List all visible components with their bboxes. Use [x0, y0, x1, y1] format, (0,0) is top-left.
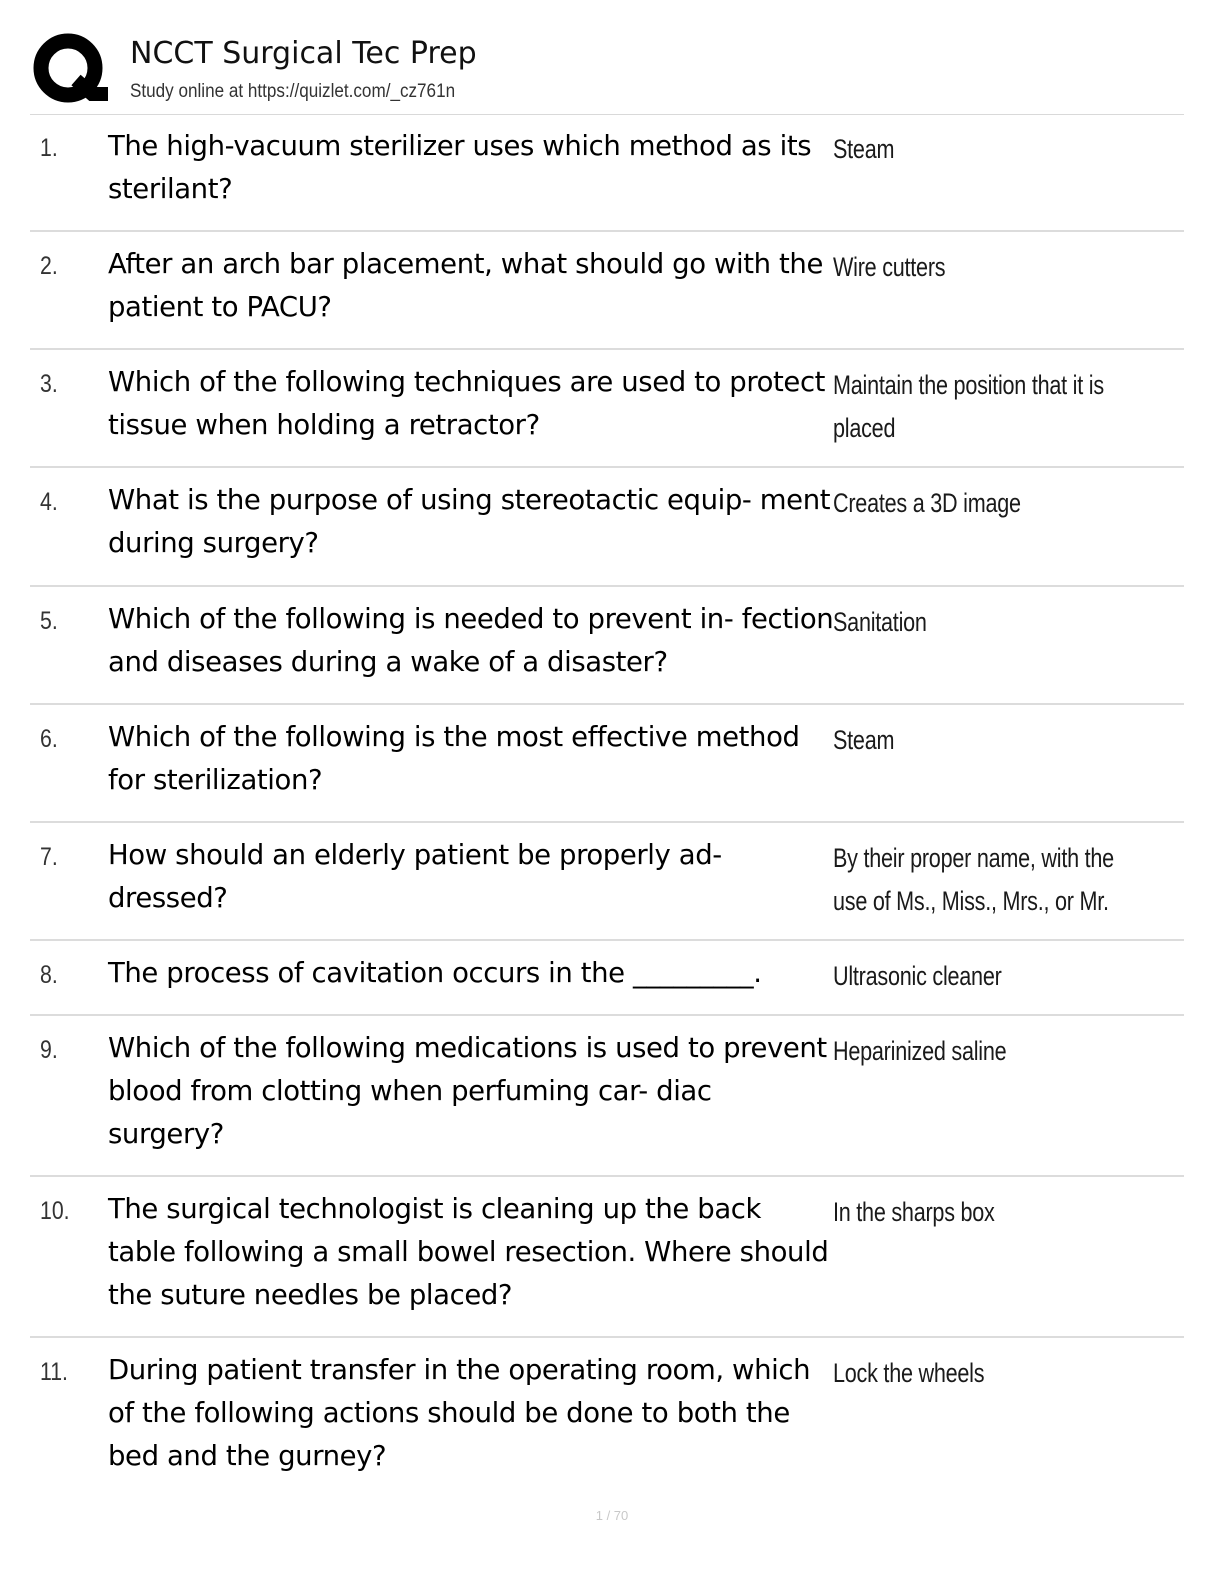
quizlet-q-logo-icon [32, 32, 108, 108]
flashcard [30, 587, 1184, 705]
flashcard [30, 350, 1184, 468]
card-definition: Steam [833, 134, 895, 164]
card-number: 2. [40, 252, 58, 280]
flashcard [30, 232, 1184, 350]
card-definition: In the sharps box [833, 1197, 995, 1227]
flashcard [30, 114, 1184, 232]
card-number: 9. [40, 1036, 58, 1064]
flashcard [30, 823, 1184, 941]
card-number: 11. [40, 1358, 68, 1386]
card-number: 10. [40, 1197, 70, 1225]
card-definition: Steam [833, 725, 895, 755]
flashcard-list [30, 114, 1184, 1498]
card-number: 6. [40, 725, 58, 753]
card-number: 5. [40, 607, 58, 635]
card-term: Which of the following techniques are used to protect tissue when holding a retractor? [108, 366, 826, 441]
flashcard [30, 1016, 1184, 1177]
flashcard [30, 468, 1184, 587]
card-definition: Heparinized saline [833, 1036, 1007, 1066]
card-number: 7. [40, 843, 58, 871]
page-header [30, 28, 1184, 115]
card-term: Which of the following is the most effective method for sterilization? [108, 721, 800, 796]
flashcard [30, 1338, 1184, 1498]
card-definition: Sanitation [833, 607, 927, 637]
card-definition: Ultrasonic cleaner [833, 961, 1002, 991]
card-definition: Creates a 3D image [833, 488, 1021, 518]
set-title: NCCT Surgical Tec Prep [130, 36, 477, 71]
page-number: 1 / 70 [595, 1508, 629, 1523]
study-online-link[interactable]: Study online at https://quizlet.com/_cz761n [130, 81, 456, 102]
card-definition: Wire cutters [833, 252, 946, 282]
card-term: Which of the following medications is used to prevent blood from clotting when perfuming car- diac surgery? [108, 1032, 827, 1150]
card-number: 1. [40, 134, 58, 162]
card-term: After an arch bar placement, what should go with the patient to PACU? [108, 248, 823, 323]
card-term: During patient transfer in the operating room, which of the following actions should be done to both the bed and the gurney? [108, 1354, 811, 1472]
card-definition: Lock the wheels [833, 1358, 985, 1388]
card-term: What is the purpose of using stereotactic equip- ment during surgery? [108, 484, 831, 559]
card-definition: Maintain the position that it is placed [833, 370, 1104, 443]
card-term: The high-vacuum sterilizer uses which method as its sterilant? [108, 130, 812, 205]
card-definition: By their proper name, with the use of Ms., Miss., Mrs., or Mr. [833, 843, 1114, 916]
card-term: The surgical technologist is cleaning up the back table following a small bowel resection. Where should the suture needles be placed? [108, 1193, 829, 1311]
card-number: 4. [40, 488, 58, 516]
card-number: 8. [40, 961, 58, 989]
card-term: Which of the following is needed to prevent in- fection and diseases during a wake of a disaster? [108, 603, 834, 678]
flashcard [30, 705, 1184, 823]
card-term: The process of cavitation occurs in the _________. [108, 957, 762, 989]
card-number: 3. [40, 370, 58, 398]
flashcard [30, 941, 1184, 1016]
card-term: How should an elderly patient be properly ad- dressed? [108, 839, 722, 914]
flashcard [30, 1177, 1184, 1338]
